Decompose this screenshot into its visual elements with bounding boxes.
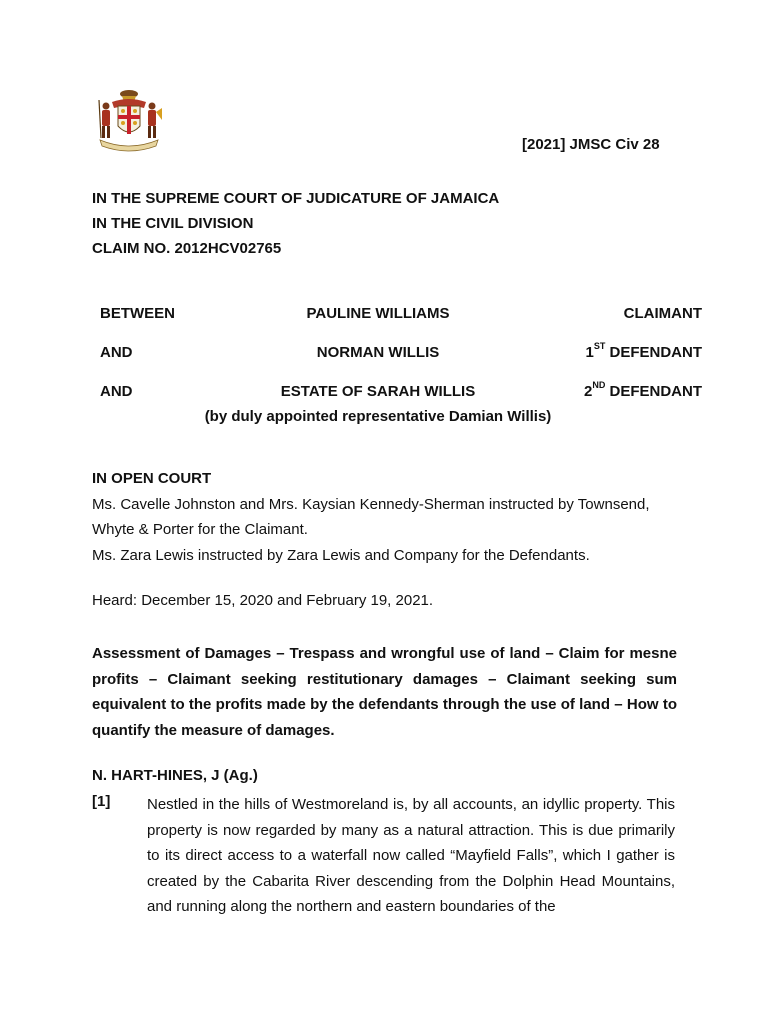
open-court-heading: IN OPEN COURT	[92, 470, 212, 487]
representative-note: (by duly appointed representative Damian Willis)	[204, 408, 552, 425]
party-name: ESTATE OF SARAH WILLIS	[280, 383, 476, 400]
party-role: CLAIMANT	[623, 305, 702, 322]
headnote: Assessment of Damages – Trespass and wrongful use of land – Claim for mesne profits – Claimant seeking restitutionary damages – Claimant seeking sum equivalent to the profits made by the defendants through the use of land – How to quantify the measure of damages.	[92, 645, 677, 739]
party-row-second-defendant	[0, 380, 768, 403]
party-name: NORMAN WILLIS	[316, 344, 440, 361]
hearing-dates: Heard: December 15, 2020 and February 19, 2021.	[92, 592, 434, 609]
party-role: 1ST DEFENDANT	[585, 341, 702, 361]
neutral-citation: [2021] JMSC Civ 28	[522, 136, 660, 153]
claim-number: CLAIM NO. 2012HCV02765	[92, 240, 282, 257]
party-role: 2ND DEFENDANT	[583, 380, 702, 400]
party-row-claimant	[0, 305, 768, 325]
party-name: PAULINE WILLIAMS	[306, 305, 450, 322]
party-connector: BETWEEN	[100, 305, 175, 322]
judge-name: N. HART-HINES, J (Ag.)	[92, 767, 258, 784]
coat-of-arms-icon	[90, 86, 168, 152]
open-court-section	[92, 466, 677, 568]
division: IN THE CIVIL DIVISION	[92, 215, 254, 232]
paragraph-number: [1]	[92, 793, 111, 810]
paragraph-text: Nestled in the hills of Westmoreland is, by all accounts, an idyllic property. This property is now regarded by many as a natural attraction. This is due primarily to its direct access to a waterfall now called “Mayfield Falls”, which I gather is created by the Cabarita River descending from the Dolphin Head Mountains, and running along the northern and eastern boundaries of the	[147, 796, 675, 915]
counsel-defendants: Ms. Zara Lewis instructed by Zara Lewis and Company for the Defendants.	[92, 546, 590, 564]
counsel-claimant: Ms. Cavelle Johnston and Mrs. Kaysian Kennedy-Sherman instructed by Townsend, Whyte & Porter for the Claimant.	[92, 495, 650, 538]
court-heading	[92, 186, 499, 261]
party-row-first-defendant	[0, 341, 768, 364]
court-name: IN THE SUPREME COURT OF JUDICATURE OF JAMAICA	[92, 190, 500, 207]
party-connector: AND	[100, 383, 133, 400]
party-connector: AND	[100, 344, 133, 361]
